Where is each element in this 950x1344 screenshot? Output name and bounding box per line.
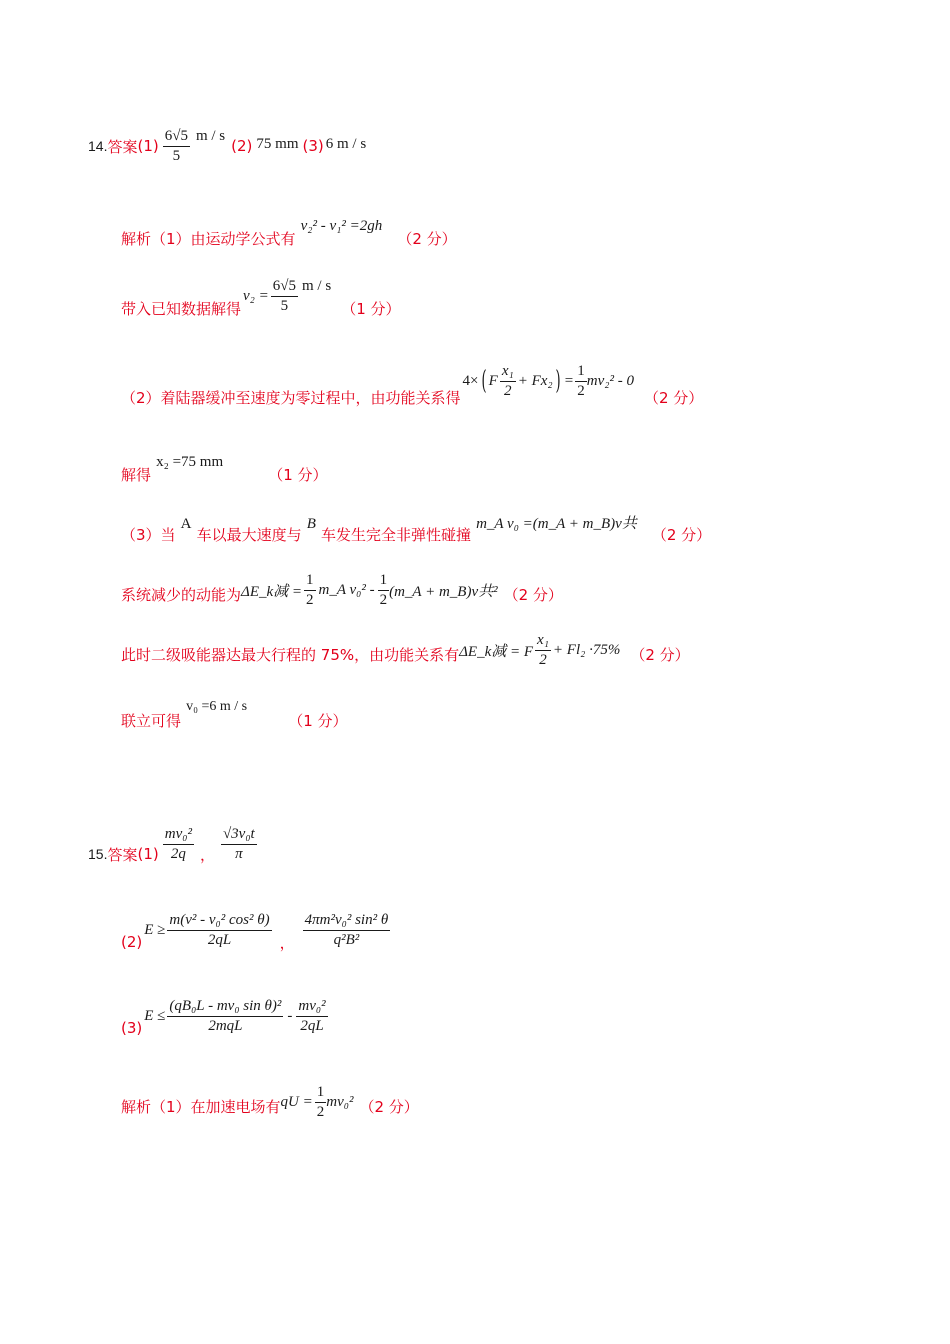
q14-step3-force: F <box>488 372 498 389</box>
q14-step7-fraction: $\frac{\text{x₁}}{2}$ <box>537 632 549 668</box>
q15-answer2-lhs: E ≥ <box>144 921 166 938</box>
q14-step3-half: $\frac{1}{2}$ <box>577 363 585 399</box>
q14-step2-lhs: v₂ = <box>243 287 269 304</box>
q14-answer1-fraction: $\frac{6√5}{5}$ <box>164 128 188 164</box>
q14-step6-text: 系统减少的动能为 <box>121 585 242 604</box>
q14-step3-plus-term: + Fx₂ <box>517 372 553 389</box>
q14-step6-middle: m_A v₀² - <box>318 581 375 598</box>
q14-step8-text: 联立可得 <box>121 712 182 730</box>
q14-step5-car-b: B <box>306 516 316 532</box>
q15-step1-rhs: mv₀² <box>326 1093 354 1110</box>
q14-step5-car-a: A <box>180 516 192 532</box>
q14-step8-points: （1 分） <box>288 712 348 730</box>
q14-answer2: 75 mm <box>256 135 299 152</box>
q15-answer3-line <box>121 998 328 1037</box>
q14-step7-rhs: + Fl₂ ·75% <box>552 641 621 658</box>
q14-step4-equation: x₂ =75 mm <box>156 454 224 470</box>
q14-answer3: 6 m / s <box>325 135 367 152</box>
q14-step6-half-a: $\frac{1}{2}$ <box>306 572 314 608</box>
q14-step3-factor: 4× <box>462 372 479 389</box>
q15-part2-label: (2) <box>121 933 143 951</box>
q14-answer1-unit: m / s <box>195 127 226 144</box>
q15-step1-half: $\frac{1}{2}$ <box>316 1084 325 1120</box>
q14-step7-lhs: ΔE_k减 = F <box>459 643 534 660</box>
q14-step5-text-c: 车发生完全非弹性碰撞 <box>320 526 471 544</box>
q15-answer2b-fraction: $\frac{\text{4πm²v₀² sin² θ}}{\text{q²B²}}$ <box>304 912 389 948</box>
right-paren-icon: ) <box>555 366 561 396</box>
q15-part3-label: (3) <box>121 1019 143 1037</box>
q15-answer1-comma: ， <box>199 845 215 864</box>
q14-part3-label: (3) <box>302 137 324 155</box>
q15-answer3a-fraction: $\frac{\text{(qB₀L - mv₀ sin θ)²}}{\text{2mqL}}$ <box>169 998 282 1034</box>
q14-step6-lhs: ΔE_k减 = <box>241 583 303 600</box>
q14-step2-points: （1 分） <box>341 299 401 318</box>
q15-answer-line <box>88 826 257 862</box>
q14-step5-text-b: 车以最大速度与 <box>196 526 302 544</box>
q14-step2-fraction: $\frac{6√5}{5}$ <box>272 278 296 314</box>
q14-number: 14. <box>88 138 108 154</box>
q14-step6-points: （2 分） <box>503 585 563 604</box>
q14-step8-equation: v₀ =6 m / s <box>186 699 248 714</box>
left-paren-icon: ( <box>481 366 487 396</box>
q15-answer3b-fraction: $\frac{\text{mv₀²}}{2qL}$ <box>298 998 326 1034</box>
q14-step4-text: 解得 <box>121 466 152 484</box>
q14-step1-text: 解析（1）由运动学公式有 <box>121 230 296 248</box>
q14-step3-equals: = <box>564 372 574 389</box>
q14-step3-fraction: $\frac{\text{x₁}}{2}$ <box>501 363 514 399</box>
q14-step3-rhs: mv₂² - 0 <box>586 372 634 389</box>
q14-step2-text: 带入已知数据解得 <box>121 299 242 318</box>
q14-step6 <box>121 572 563 608</box>
q14-step3-points: （2 分） <box>643 388 704 407</box>
q14-step7-text: 此时二级吸能器达最大行程的 75%，由功能关系有 <box>121 645 460 664</box>
q14-step6-rhs: (m_A + m_B)v共² <box>389 583 498 600</box>
q14-step7-points: （2 分） <box>630 645 690 664</box>
q15-answer3-minus: - <box>287 1007 293 1024</box>
q14-part1-label: (1) <box>137 137 159 155</box>
q14-step5-text-a: （3）当 <box>121 526 176 544</box>
q14-step4 <box>121 450 328 484</box>
q15-answer1b-fraction: $\frac{\text{√3v₀t}}{\pi}$ <box>222 826 255 862</box>
q15-answer3-lhs: E ≤ <box>144 1007 166 1024</box>
q15-part1-label: (1) <box>137 845 159 863</box>
q14-step1 <box>121 214 457 248</box>
q14-step3 <box>121 363 704 407</box>
q15-step1-lhs: qU = <box>280 1093 313 1110</box>
q14-step4-points: （1 分） <box>268 466 328 484</box>
q15-answer-word: 答案 <box>107 845 138 864</box>
q14-step5-points: （2 分） <box>651 526 712 544</box>
q14-answer-word: 答案 <box>107 137 138 156</box>
q14-answer-line <box>88 128 366 164</box>
q14-step7 <box>121 632 690 668</box>
q15-answer1a-fraction: $\frac{\text{mv₀²}}{2q}$ <box>164 826 192 862</box>
q14-step5 <box>121 512 712 544</box>
q14-step5-equation: m_A v₀ =(m_A + m_B)v共 <box>476 516 637 532</box>
q15-step1-points: （2 分） <box>359 1097 419 1116</box>
q15-step1-text: 解析（1）在加速电场有 <box>121 1097 281 1116</box>
q14-step6-half-b: $\frac{1}{2}$ <box>379 572 388 608</box>
q15-answer2-comma: ， <box>279 933 295 952</box>
q15-number: 15. <box>88 846 108 862</box>
q15-step1 <box>121 1084 419 1120</box>
q14-step3-text: （2）着陆器缓冲至速度为零过程中，由功能关系得 <box>121 388 461 407</box>
q14-step2 <box>121 277 401 318</box>
q14-step8 <box>121 694 348 730</box>
q14-step1-points: （2 分） <box>397 230 457 248</box>
q14-part2-label: (2) <box>231 137 253 155</box>
q15-answer2a-fraction: $\frac{\text{m(v² - v₀² cos² θ)}}{2qL}$ <box>169 912 270 948</box>
q14-step2-unit: m / s <box>302 277 332 294</box>
q14-step1-equation: v₂² - v₁² =2gh <box>300 218 383 234</box>
q15-answer2-line <box>121 912 390 952</box>
